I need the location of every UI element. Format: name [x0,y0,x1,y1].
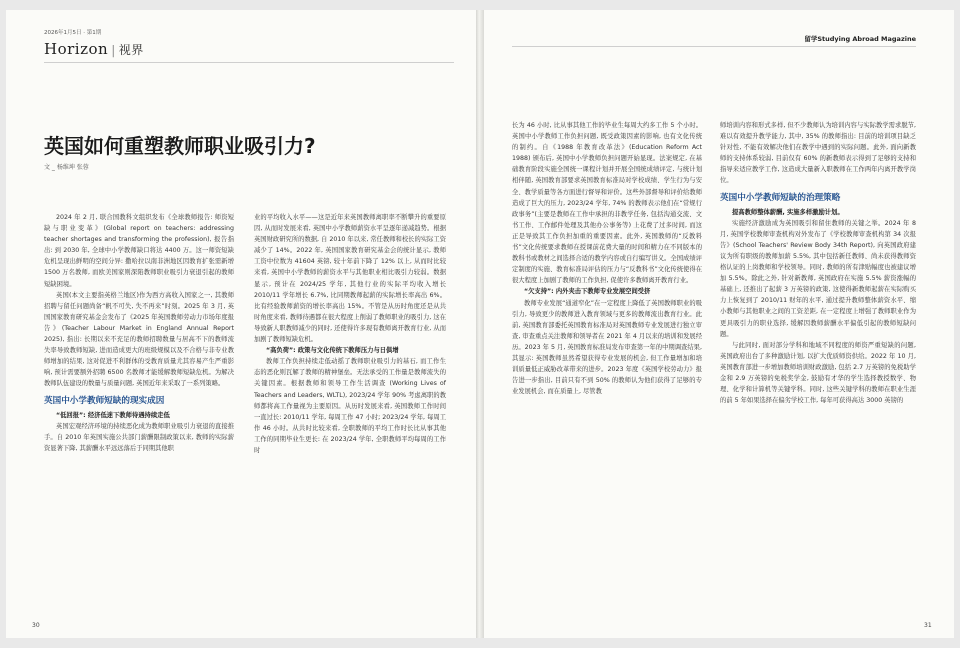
header-rule [44,62,454,63]
column-2 [254,212,446,620]
column-3 [512,120,702,620]
section-en: Horizon [44,40,109,58]
book-gutter [476,10,484,638]
column-4 [720,120,916,620]
paragraph: 英国宏观经济环境的持续恶化成为教师职业吸引力衰退的直接推手。自 2010 年英国实施公共部门薪酬限制政策以来, 教师的实际薪资显著下降, 其薪酬水平远远落后于同期其他职 [44,422,234,452]
paragraph: 业的平均收入水平——这是近年来英国教师离职率不断攀升的重要原因, 从而时发展来看, 英国中小学教师薪资水平呈逐年递减趋势。根据英国财政研究所的数据, 自 2010 年以来, 常任教师和校长的实际工资减少了 14%。2022 年, 英国国家教育研究基金会的统计显示, 教师工资中位数为 41604 英镑, 较十年前下降了 12% 以上, 从而时比较来看, 英国中小学教师的薪资水平与其他职业相比吸引力较弱。数据显示, 预计在 2024/25 学年, 其他行业的实际平均收入增长 2010/11 学年增长 6.7%, 比同期教师起薪的实际增长率高出 6%。比有经验教师薪资的增长率高出 15%。不管是从历时角度还是从共时角度来看, 教师待遇都在很大程度上削弱了教师职业的吸引力, 这在导致新人职教师减少的同时, 还使得许多现有教师离开教育行业, 从而加剧了教师短缺危机。 [254,214,446,344]
subsection-lead: “欠支持”: 内外夹击下教师专业发展空间受挤 [524,288,651,296]
page-number: 30 [32,622,40,629]
section-title: 英国中小学教师短缺的治理策略 [720,192,841,203]
section-heading [44,40,144,58]
subsection-lead: “低回报”: 经济低迷下教师待遇持续走低 [56,411,170,419]
article-title: 英国如何重塑教师职业吸引力? [44,134,316,158]
paragraph: 教师工作负担持续走低动摇了教师职业吸引力的基石, 而工作生态的恶化则瓦解了教师的精神堡垒。无法承受的工作量是教师流失的关键因素。根据教师和领导工作生活调查 (Working Lives of Teachers and Leaders, WLTL), 2023/24 学年 90% 考虑离职的教师都将高工作量视为主要原因。从历时发展来看, 英国教师工作时间一直过长: 2010/11 学年, 每周工作 47 小时; 2023/24 学年, 每周工作 46 小时。从共时比较来看, 全职教师的平均工作时长比从事其他工作的同期毕业生更长: 在 2023/24 学年, 全职教师平均每周的工作时 [254,358,446,454]
paragraph: 教师专业发展“通道窄化”在一定程度上降低了英国教师职业的吸引力, 导致更少的教师进入教育领域与更多的教师流出教育行业。此前, 英国教育部委托英国教育标准局对英国教师专业发展进行独立审查, 审查重点关注教师和领导者在 2021 年 4 月以来的培训和发展经历。2023 年 5 月, 英国教育标准局发布审查第一年的中期调查结果, 其显示: 英国教师虽然希望获得专业发展的机会, 但工作量增加和培训质量低正威胁改革带来的进步。2023 年度《英国学校劳动力》报告进一步指出, 目前只有不到 50% 的教师认为他们获得了足够的专业发展机会, 而在质量上, 尽管教 [512,299,702,396]
section-cn: 视界 [118,43,144,57]
left-page [6,10,476,638]
section-title: 英国中小学教师短缺的现实成因 [44,395,165,406]
subsection-lead: 提高教师整体薪酬, 实施多样激励计划。 [732,208,844,216]
paragraph: 与此同时, 面对部分学科和地域不同程度的师资严重短缺的问题, 英国政府出台了多种激励计划, 以扩大优质师资供给。2022 年 10 月, 英国教育部进一步增加教师培训财政激励, 包括 2.7 万英镑的免税助学金和 2.9 万英镑的免税奖学金, 鼓励有才华的学生选择教授数学、物理、化学和计算机等关键学科。同时, 这些关键学科的教师在职业生涯的前 5 年如果选择在偏劣学校工作, 每年可获得高达 3000 英镑的 [720,341,916,405]
paragraph: 师培训内容和形式多样, 但不少教师认为培训内容与实际教学需求脱节, 难以有效提升教学能力, 其中, 35% 的教师指出: 目前的培训项目缺乏针对性, 不能有效解决他们在教学中遇到的实际问题。此外, 面向新教师的支持体系较弱, 目前仅有 60% 的新教师表示得到了足够的支持和指导来适应教学工作, 这造成大量新入职教师在工作两年内离开教学岗位。 [720,122,916,185]
paragraph: 实施经济激励成为英国吸引和留住教师的关键之举。2024 年 8 月, 英国学校教师审查机构对外发布了《学校教师审查机构第 34 次报告》(School Teachers' Review Body 34th Report), 向英国政府建议为所有职级的教师加薪 5.5%, 其中包括新任教师、尚未获得教师资格认证的上岗教师和学校领导。同时, 教师的所有津贴幅度也被建议增加 5.5%。除此之外, 针对新教师, 英国政府在实施 5.5% 薪资涨幅的基础上, 还推出了起薪 3 万英镑的政策, 这使得新教师起薪在实际购买力上恢复到了 2010/11 财年的水平, 通过提升教师整体薪资水平、缩小教师与其他职业之间的工资差距, 在一定程度上增强了教师职业作为更具吸引力的职业选择, 缓解因教师薪酬水平偏低引起的教师短缺问题。 [720,219,916,338]
page-number: 31 [924,622,932,629]
paragraph: 英国(本文主要指英格兰地区)作为西方高收入国家之一, 其教师招聘与留任问题尚备“帆不可失, 失不再来”时刻。2025 年 3 月, 英国国家教育研究基金会发布了《2025 年英国教师劳动力市场年度报告》(Teacher Labour Market in England Annual Report 2025), 指出: 长期以来不充足的教师招聘数量与居高不下的教师流失率导致教师短缺, 进而造成更大的班级规模以及不合格与非专业教师增加的结果, 这对促进不利群体的受教育质量尤其容易产生严重影响, 预计需要额外招聘 6500 名教师才能缓解教师短缺危机。为解决教师队伍建设的数量与质量问题, 英国近年来采取了一系列策略。 [44,291,234,388]
article-author: 文 _ 杨维坤 张蓉 [44,164,89,171]
subsection-lead: “高负荷”: 政策与文化传统下教师压力与日俱增 [266,347,399,355]
issue-date: 2026年1月5日 · 第1期 [44,30,102,36]
paragraph: 长为 46 小时, 比从事其他工作的毕业生每周大约多工作 5 个小时。英国中小学教师工作负担问题, 既受政策因素的影响, 也有文化传统的制约。自《1988 年教育改革法》(Education Reform Act 1988) 颁布后, 英国中小学教师负担问题开始显现。法案规定, 在基础教育阶段实施全国统一课程计划并开展全国统成绩评定, 与统计划相伴随, 英国教育部要求英国教育标准局对学校成绩、学生行为与安全、教学质量等各方面进行督导和评价。这些外部督导和评价给教师造成了巨大的压力, 2023/24 学年, 74% 的教师表示他们在“常规行政事务”(主要是教师在工作中承担的非教学任务, 包括沟通交流、文书工作、工作邮件处理及其他办公事务等) 上花费了过多时间, 而这正是导致其工作负担加重的重要因素。此外, 英国教师的“反教料书”文化传统要求教师在授课前花费大量的时间和精力在不同版本的教科书或教材之间选择合适的教学内容或自行编写讲义。全国成绩评定制度的实施、教育标准局评估的压力与“反教科书”文化传统使得在很大程度上加剧了教师的工作负担, 促使许多教师离开教育行业。 [512,122,702,285]
paragraph: 2024 年 2 月, 联合国教科文组织发布《全球教师报告: 师资短缺与职业变革》(Global report on teachers: addressing teacher shortages and transforming the profession), 报告指出: 到 2030 年, 全球中小学教师缺口将达 4400 万。这一师资短缺危机呈现出鲜明的空间分异: 撒哈拉以南非洲地区因教育扩张需新增 1500 万名教师, 而欧美国家则深陷教师职业吸引力衰退引起的教师短缺困境。 [44,214,234,288]
section-separator: | [111,43,116,57]
right-page [484,10,954,638]
header-rule [512,46,916,47]
magazine-name: 留学Studying Abroad Magazine [804,35,916,43]
column-1 [44,212,234,620]
